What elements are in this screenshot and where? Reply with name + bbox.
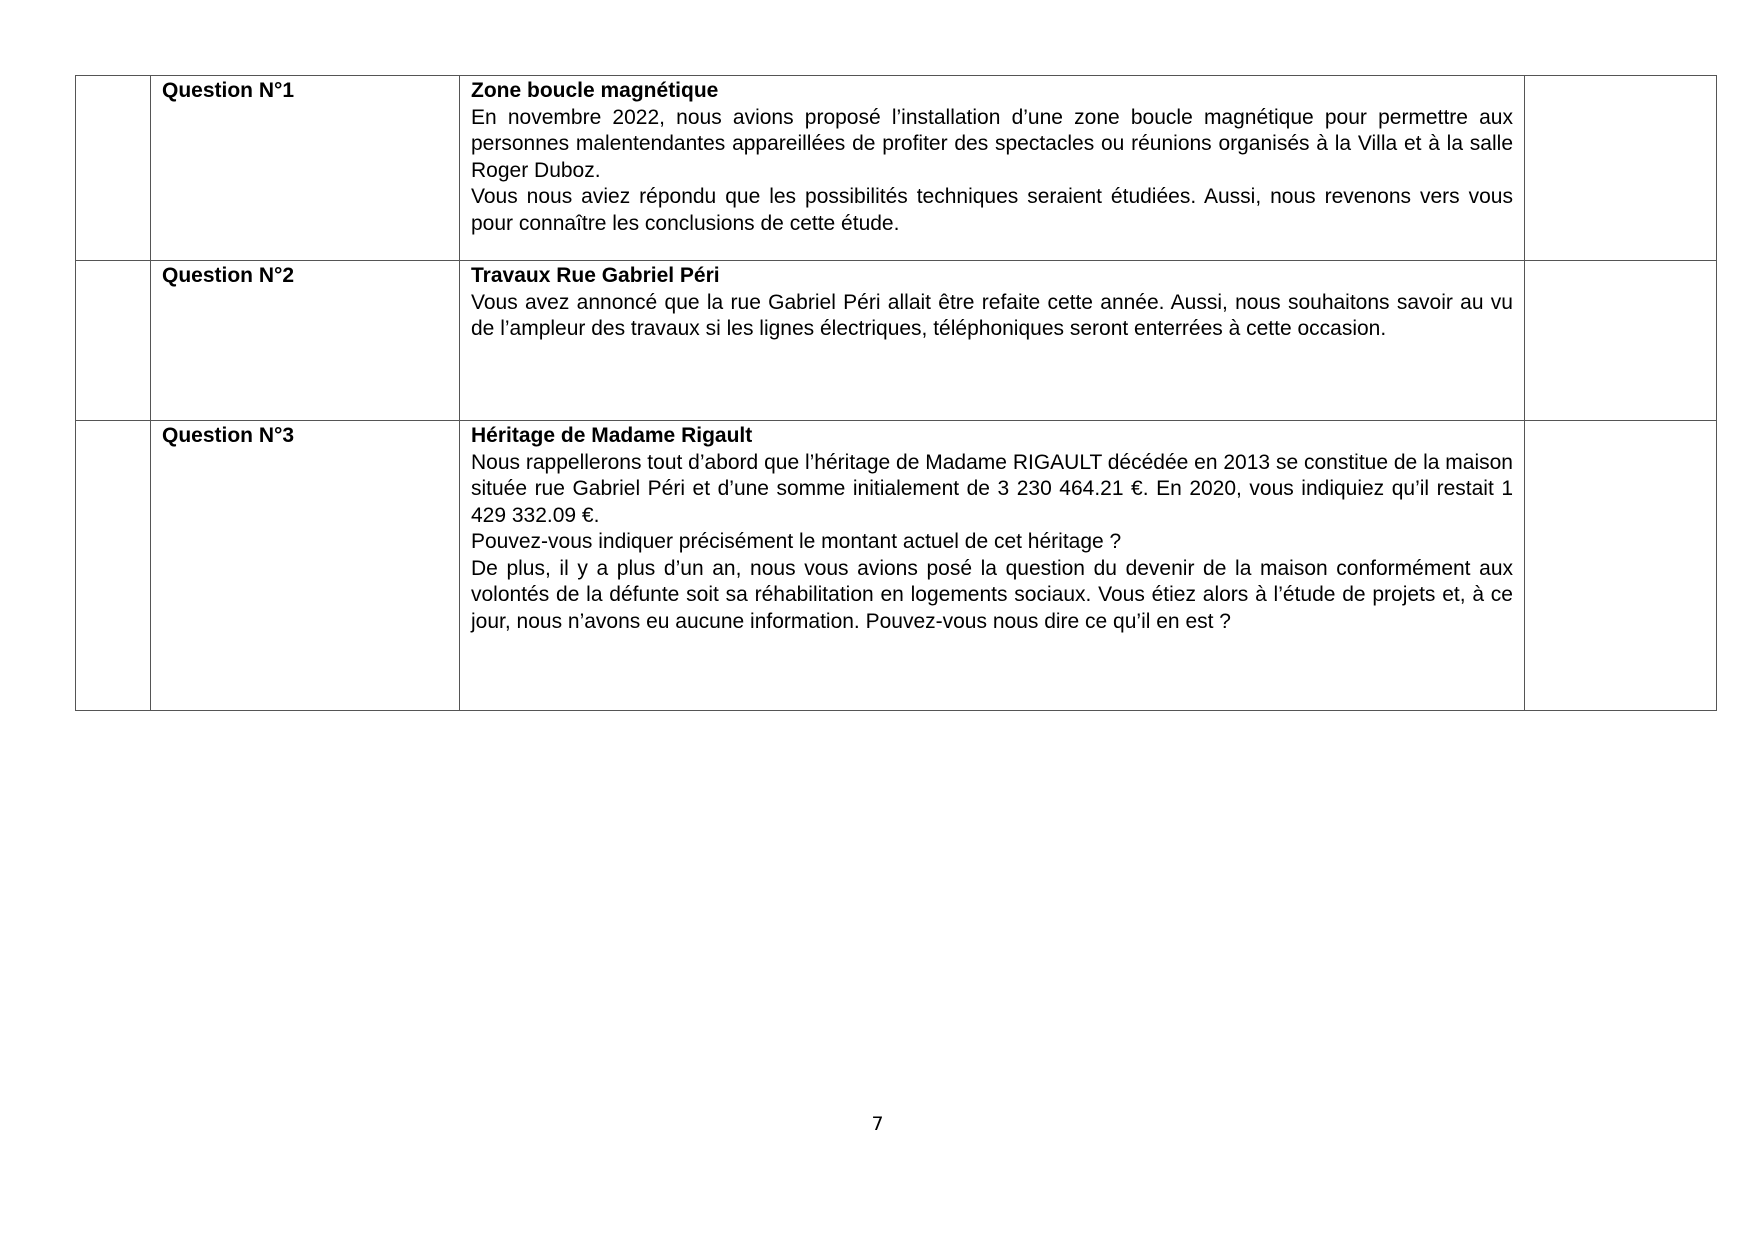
question-label: Question N°3	[162, 424, 295, 447]
table-row	[76, 76, 1717, 261]
question-title: Travaux Rue Gabriel Péri	[471, 264, 720, 287]
question-content-cell	[460, 76, 1525, 261]
table-row	[76, 421, 1717, 711]
question-label: Question N°2	[162, 264, 295, 287]
table-row	[76, 261, 1717, 421]
question-title: Héritage de Madame Rigault	[471, 424, 753, 447]
empty-cell-left	[76, 421, 151, 711]
question-content-cell	[460, 261, 1525, 421]
question-paragraph: Vous avez annoncé que la rue Gabriel Péri allait être refaite cette année. Aussi, nous souhaitons savoir au vu de l’ampleur des travaux si les lignes électriques, téléphoniques seront enterrées à cette occasion.	[471, 290, 1513, 340]
question-title: Zone boucle magnétique	[471, 79, 719, 102]
empty-cell-right	[1525, 76, 1717, 261]
question-paragraph: Vous nous aviez répondu que les possibilités techniques seraient étudiées. Aussi, nous revenons vers vous pour connaître les conclusions de cette étude.	[471, 185, 1513, 235]
question-paragraph: En novembre 2022, nous avions proposé l’installation d’une zone boucle magnétique pour permettre aux personnes malentendantes appareillées de profiter des spectacles ou réunions organisés à la Villa et à la salle Roger Duboz.	[471, 105, 1513, 182]
empty-cell-left	[76, 261, 151, 421]
empty-cell-right	[1525, 421, 1717, 711]
question-paragraph: De plus, il y a plus d’un an, nous vous avions posé la question du devenir de la maison conformément aux volontés de la défunte soit sa réhabilitation en logements sociaux. Vous étiez alors à l’étude de projets et, à ce jour, nous n’avons eu aucune information. Pouvez-vous nous dire ce qu’il en est ?	[471, 556, 1513, 633]
page-number: 7	[871, 1113, 884, 1135]
empty-cell-right	[1525, 261, 1717, 421]
question-label: Question N°1	[162, 79, 295, 102]
question-label-cell	[151, 76, 460, 261]
questions-table	[75, 75, 1717, 711]
question-paragraph: Pouvez-vous indiquer précisément le montant actuel de cet héritage ?	[471, 530, 1122, 553]
empty-cell-left	[76, 76, 151, 261]
question-paragraph: Nous rappellerons tout d’abord que l’héritage de Madame RIGAULT décédée en 2013 se constitue de la maison située rue Gabriel Péri et d’une somme initialement de 3 230 464.21 €. En 2020, vous indiquiez qu’il restait 1 429 332.09 €.	[471, 450, 1513, 527]
question-label-cell	[151, 421, 460, 711]
question-content-cell	[460, 421, 1525, 711]
question-label-cell	[151, 261, 460, 421]
